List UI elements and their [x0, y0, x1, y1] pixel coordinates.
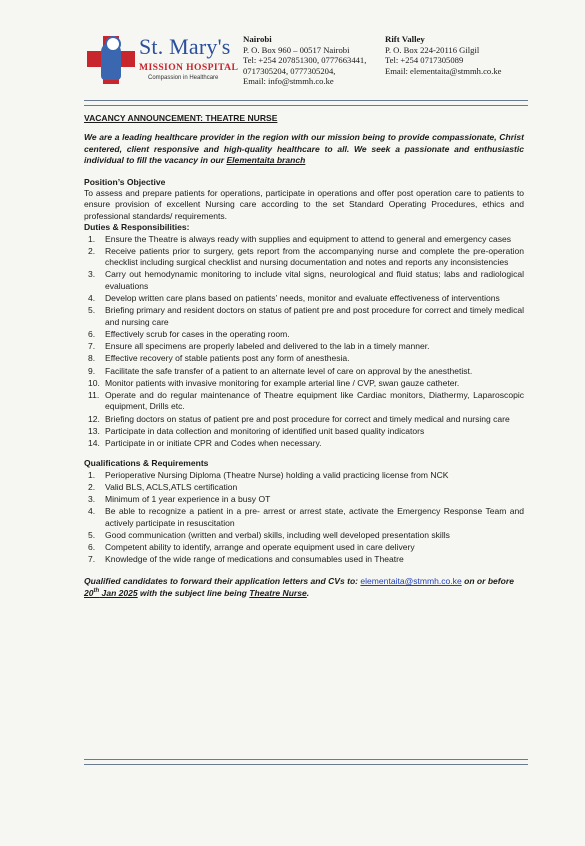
list-item: 2. Valid BLS, ACLS,ATLS certification [88, 481, 238, 492]
objective-text: To assess and prepare patients for operations, participate in operations and offer post operation care to patients to ensure provision of excellent Nursing care according to the set Standard Operating Procedures, ethics and professional standards/ requirements. [84, 188, 524, 221]
subject-line: Theatre Nurse [249, 587, 307, 598]
list-item: 7. Knowledge of the wide range of medications and consumables used in Theatre [88, 554, 404, 565]
list-item: 3. Carry out hemodynamic monitoring to include vital signs, neurological and fluid status; labs and radiological evaluations [88, 269, 524, 291]
logo-tagline: Compassion in Healthcare [148, 75, 219, 81]
rift-valley-address [385, 34, 502, 76]
objective-heading: Position’s Objective [84, 176, 166, 187]
nairobi-tel-2: 0717305204, 0777305204, [243, 65, 336, 76]
announcement-body [84, 113, 524, 599]
list-item: 6. Competent ability to identify, arrange and operate equipment used in care delivery [88, 541, 415, 552]
list-item: 11. Operate and do regular maintenance of Theatre equipment like Cardiac monitors, Diathermy, Laparoscopic equipment, Drills etc. [88, 389, 524, 412]
list-item: 4. Develop written care plans based on patients’ needs, monitor and evaluate effectiveness of interventions [88, 293, 500, 304]
list-item: 9. Facilitate the safe transfer of a patient to an alternate level of care on approval by the anesthetist. [88, 365, 473, 376]
duties-list [84, 234, 524, 450]
list-item: 10. Monitor patients with invasive monitoring for example arterial line / CVP, swan gauze catheter. [88, 377, 460, 388]
nairobi-box: P. O. Box 960 – 00517 Nairobi [243, 44, 350, 55]
list-item: 14. Participate in or initiate CPR and Codes when necessary. [88, 437, 322, 448]
qualifications-heading: Qualifications & Requirements [84, 458, 209, 469]
list-item: 6. Effectively scrub for cases in the operating room. [88, 328, 290, 339]
list-item: 7. Ensure all specimens are properly labeled and delivered to the lab in a timely manner. [88, 341, 430, 352]
header-divider [84, 100, 528, 106]
list-item: 4. Be able to recognize a patient in a pre- arrest or arrest state, activate the Emergency Response Team and actively participate in resuscitation [88, 506, 524, 528]
list-item: 5. Good communication (written and verbal) skills, including well developed presentation skills [88, 529, 450, 540]
page-title: VACANCY ANNOUNCEMENT: THEATRE NURSE [84, 113, 278, 123]
hospital-logo [86, 34, 240, 100]
list-item: 2. Receive patients prior to surgery, gets report from the accompanying nurse and complete the pre-operation checklist including surgical checklist and nursing documentation and notes and reports any inconsistencies [88, 245, 524, 268]
nairobi-title: Nairobi [243, 34, 272, 44]
duties-heading: Duties & Responsibilities: [84, 222, 190, 233]
list-item: 12. Briefing doctors on status of patient pre and post procedure for correct and timely medical and nursing care [88, 413, 510, 424]
list-item: 3. Minimum of 1 year experience in a busy OT [88, 493, 271, 504]
intro-paragraph [84, 132, 524, 166]
closing-paragraph: Qualified candidates to forward their application letters and CVs to: elementaita@stmmh.co.ke on or before 20th Jan 2025 with the subject line being Theatre Nurse. [84, 576, 514, 598]
nairobi-address [243, 34, 366, 87]
rift-box: P. O. Box 224-20116 Gilgil [385, 44, 480, 55]
email-link[interactable]: elementaita@stmmh.co.ke [360, 576, 462, 587]
list-item: 8. Effective recovery of stable patients post any form of anesthesia. [88, 353, 350, 364]
rift-tel: Tel: +254 0717305089 [385, 55, 464, 66]
logo-name: St. Mary's [139, 34, 231, 59]
footer-divider [84, 759, 528, 765]
qualifications-list [84, 470, 524, 566]
rift-title: Rift Valley [385, 34, 425, 44]
rift-email: Email: elementaita@stmmh.co.ke [385, 65, 502, 76]
list-item: 13. Participate in data collection and monitoring of identified unit based quality indicators [88, 425, 425, 436]
list-item: 5. Briefing primary and resident doctors on status of patient pre and post procedure for correct and timely medical and nursing care [88, 305, 525, 327]
nairobi-email: Email: info@stmmh.co.ke [243, 76, 334, 87]
list-item: 1. Ensure the Theatre is always ready with supplies and equipment to attend to general and emergency cases [88, 233, 512, 244]
red-cross-icon [86, 34, 136, 86]
list-item: 1. Perioperative Nursing Diploma (Theatre Nurse) holding a valid practicing license from NCK [88, 469, 449, 480]
intro-text: We are a leading healthcare provider in the region with our mission being to provide compassionate, Christ centered, client responsive and high-quality healthcare to all. We seek a passionate and enthusiastic individual to fill the vacancy in our [84, 132, 524, 166]
nairobi-tel: Tel: +254 207851300, 0777663441, [243, 55, 367, 66]
logo-subtitle: MISSION HOSPITAL [139, 62, 239, 73]
branch-name: Elementaita branch [226, 155, 306, 166]
